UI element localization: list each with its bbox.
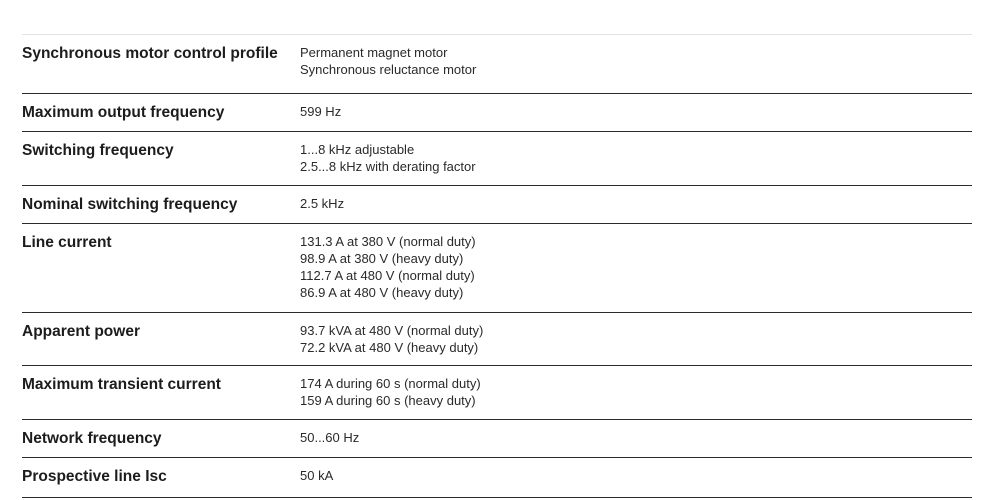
spec-row-switching-frequency (22, 132, 972, 186)
spec-row-network-frequency (22, 420, 972, 458)
spec-values (300, 467, 972, 497)
spec-value: 93.7 kVA at 480 V (normal duty) (300, 323, 484, 338)
spec-value: Synchronous reluctance motor (300, 62, 477, 77)
spec-value: 72.2 kVA at 480 V (heavy duty) (300, 340, 479, 355)
spec-values (300, 195, 972, 223)
spec-value: 86.9 A at 480 V (heavy duty) (300, 285, 464, 300)
spec-values (300, 44, 972, 93)
spec-value: 2.5 kHz (300, 196, 345, 211)
spec-value: 131.3 A at 380 V (normal duty) (300, 234, 476, 249)
spec-table (22, 34, 972, 498)
spec-row-maximum-transient-current (22, 366, 972, 420)
spec-value: 599 Hz (300, 104, 342, 119)
spec-value: 1...8 kHz adjustable (300, 142, 415, 157)
spec-value: 50...60 Hz (300, 430, 360, 445)
spec-value: 98.9 A at 380 V (heavy duty) (300, 251, 464, 266)
spec-values (300, 141, 972, 185)
spec-values (300, 103, 972, 131)
spec-values (300, 429, 972, 457)
spec-value: 159 A during 60 s (heavy duty) (300, 393, 476, 408)
spec-row-nominal-switching-frequency (22, 186, 972, 224)
spec-label: Switching frequency (22, 142, 174, 159)
spec-row-prospective-line-isc (22, 458, 972, 498)
spec-label: Nominal switching frequency (22, 196, 238, 213)
spec-label: Synchronous motor control profile (22, 45, 278, 62)
spec-row-line-current (22, 224, 972, 313)
spec-label: Network frequency (22, 430, 162, 447)
spec-value: 50 kA (300, 468, 334, 483)
spec-value: 112.7 A at 480 V (normal duty) (300, 268, 475, 283)
spec-label: Maximum output frequency (22, 104, 225, 121)
spec-values (300, 233, 972, 312)
spec-row-synchronous-motor-control-profile (22, 35, 972, 94)
spec-label: Maximum transient current (22, 376, 221, 393)
spec-value: Permanent magnet motor (300, 45, 448, 60)
spec-values (300, 322, 972, 365)
spec-value: 2.5...8 kHz with derating factor (300, 159, 476, 174)
spec-row-apparent-power (22, 313, 972, 366)
spec-row-maximum-output-frequency (22, 94, 972, 132)
spec-label: Apparent power (22, 323, 140, 340)
spec-label: Prospective line Isc (22, 468, 167, 485)
spec-label: Line current (22, 234, 112, 251)
spec-values (300, 375, 972, 419)
spec-value: 174 A during 60 s (normal duty) (300, 376, 481, 391)
